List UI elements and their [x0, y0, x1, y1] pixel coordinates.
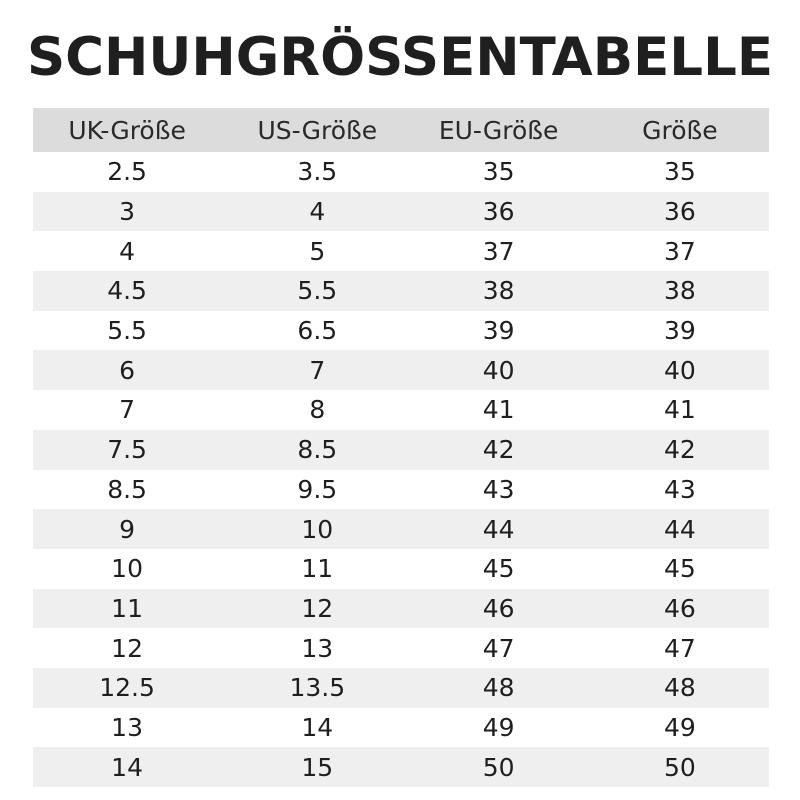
cell-size: 50 — [663, 752, 696, 782]
table-row — [33, 311, 769, 351]
cell-us-size: 3.5 — [297, 157, 338, 187]
cell-eu-size: 50 — [482, 752, 515, 782]
header-uk-size: UK-Größe — [68, 115, 186, 145]
cell-size: 44 — [663, 514, 696, 544]
cell-uk-size: 7 — [119, 395, 136, 425]
cell-eu-size: 47 — [482, 633, 515, 663]
cell-size: 37 — [663, 236, 696, 266]
cell-eu-size: 41 — [482, 395, 515, 425]
cell-eu-size: 49 — [482, 712, 515, 742]
cell-us-size: 9.5 — [297, 474, 338, 504]
cell-size: 39 — [663, 316, 696, 346]
cell-eu-size: 48 — [482, 673, 515, 703]
cell-uk-size: 7.5 — [107, 435, 147, 465]
cell-uk-size: 5.5 — [107, 316, 147, 346]
cell-us-size: 13.5 — [289, 673, 346, 703]
cell-us-size: 8 — [309, 395, 326, 425]
cell-us-size: 8.5 — [297, 435, 338, 465]
cell-us-size: 7 — [309, 355, 326, 385]
table-row — [33, 152, 769, 192]
cell-uk-size: 11 — [111, 593, 143, 623]
table-row — [33, 549, 769, 589]
cell-uk-size: 6 — [119, 355, 136, 385]
cell-us-size: 12 — [301, 593, 334, 623]
size-table — [33, 108, 769, 787]
cell-eu-size: 37 — [482, 236, 515, 266]
cell-us-size: 4 — [309, 197, 326, 227]
cell-uk-size: 4.5 — [107, 276, 147, 306]
cell-uk-size: 14 — [111, 752, 143, 782]
table-row — [33, 589, 769, 629]
cell-size: 43 — [663, 474, 696, 504]
cell-eu-size: 43 — [482, 474, 515, 504]
cell-uk-size: 2.5 — [107, 157, 147, 187]
cell-us-size: 11 — [301, 554, 334, 584]
page-title: SCHUHGRÖSSENTABELLE — [26, 27, 774, 88]
cell-uk-size: 9 — [119, 514, 136, 544]
table-header-row — [33, 108, 769, 152]
table-row — [33, 509, 769, 549]
table-row — [33, 430, 769, 470]
table-row — [33, 668, 769, 708]
cell-size: 45 — [663, 554, 696, 584]
header-size: Größe — [642, 115, 718, 145]
table-row — [33, 708, 769, 748]
header-us-size: US-Größe — [257, 115, 378, 145]
cell-size: 48 — [663, 673, 696, 703]
cell-size: 40 — [663, 355, 696, 385]
cell-eu-size: 46 — [482, 593, 515, 623]
cell-eu-size: 39 — [482, 316, 515, 346]
cell-size: 46 — [663, 593, 696, 623]
cell-size: 35 — [663, 157, 696, 187]
cell-us-size: 5.5 — [297, 276, 338, 306]
cell-size: 42 — [663, 435, 696, 465]
table-row — [33, 271, 769, 311]
cell-eu-size: 38 — [482, 276, 515, 306]
cell-us-size: 6.5 — [297, 316, 338, 346]
table-body — [33, 152, 769, 787]
table-row — [33, 192, 769, 232]
cell-eu-size: 44 — [482, 514, 515, 544]
cell-us-size: 10 — [301, 514, 334, 544]
cell-uk-size: 12.5 — [99, 673, 155, 703]
table-row — [33, 747, 769, 787]
cell-uk-size: 13 — [111, 712, 143, 742]
cell-uk-size: 10 — [111, 554, 143, 584]
cell-uk-size: 3 — [119, 197, 136, 227]
cell-eu-size: 35 — [482, 157, 515, 187]
cell-us-size: 13 — [301, 633, 334, 663]
cell-us-size: 5 — [309, 236, 326, 266]
cell-eu-size: 36 — [482, 197, 515, 227]
cell-size: 38 — [663, 276, 696, 306]
table-row — [33, 231, 769, 271]
cell-uk-size: 4 — [119, 236, 136, 266]
cell-eu-size: 45 — [482, 554, 515, 584]
cell-uk-size: 8.5 — [107, 474, 147, 504]
table-row — [33, 470, 769, 510]
table-row — [33, 390, 769, 430]
cell-size: 36 — [663, 197, 696, 227]
cell-us-size: 15 — [301, 752, 334, 782]
cell-size: 49 — [663, 712, 696, 742]
table-row — [33, 628, 769, 668]
header-eu-size: EU-Größe — [438, 115, 559, 145]
cell-eu-size: 40 — [482, 355, 515, 385]
cell-size: 47 — [663, 633, 696, 663]
table-row — [33, 350, 769, 390]
cell-eu-size: 42 — [482, 435, 515, 465]
cell-uk-size: 12 — [111, 633, 143, 663]
cell-us-size: 14 — [301, 712, 334, 742]
cell-size: 41 — [663, 395, 696, 425]
